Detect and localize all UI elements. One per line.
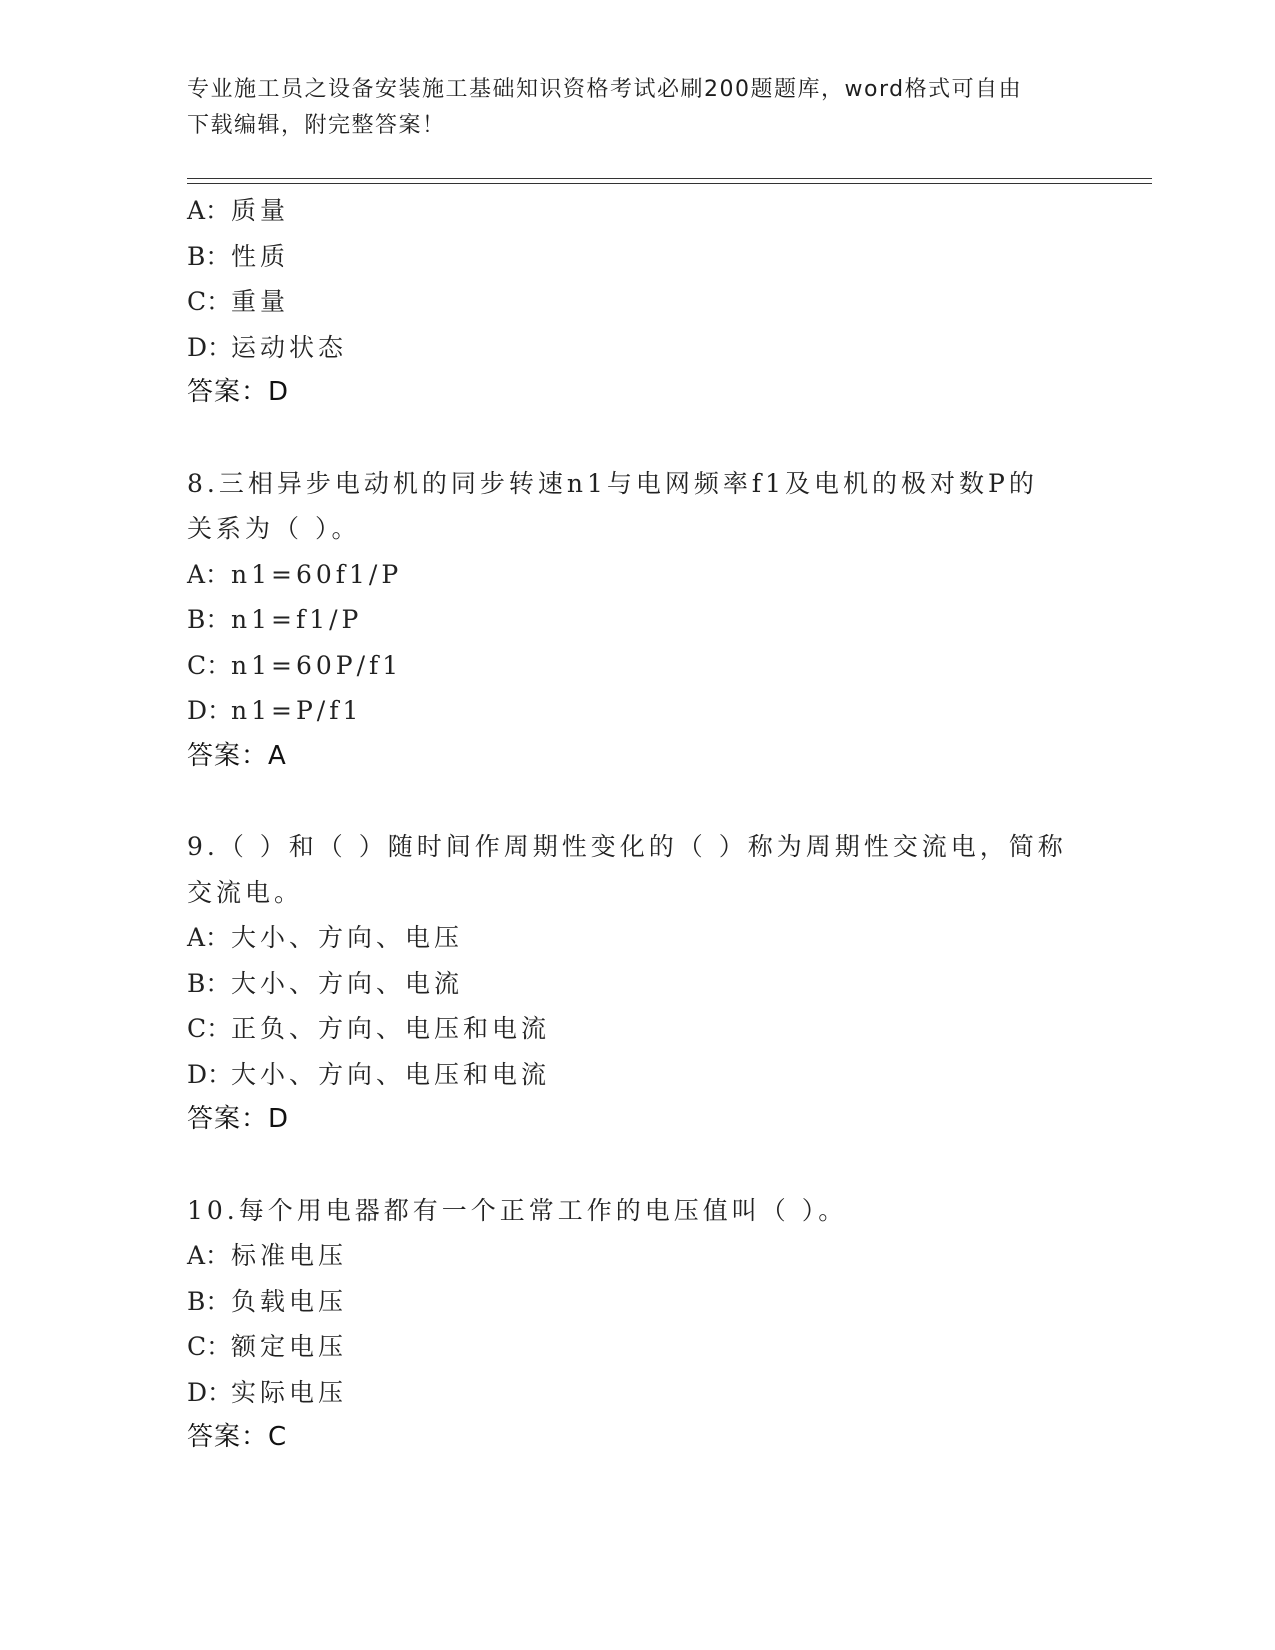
option-text: 正负、方向、电压和电流	[231, 1014, 551, 1043]
option-text: n1=60P/f1	[231, 650, 403, 680]
option-c	[187, 1006, 1087, 1052]
answer-line: 答案：C	[187, 1422, 288, 1452]
option-letter: D：	[187, 696, 233, 725]
header-line-1: 专业施工员之设备安装施工基础知识资格考试必刷200题题库，word格式可自由	[187, 77, 1023, 102]
option-letter: A：	[187, 1241, 231, 1270]
option-a	[187, 915, 1087, 961]
option-letter: D：	[187, 332, 233, 362]
answer-line: 答案：A	[187, 740, 287, 771]
spacer	[187, 416, 1087, 461]
option-text: 负载电压	[231, 1286, 348, 1316]
option-d	[187, 1370, 1087, 1416]
option-d	[187, 325, 1087, 371]
option-text: 运动状态	[231, 332, 348, 362]
question-stem: 10.每个用电器都有一个正常工作的电压值叫（ ）。	[187, 1195, 848, 1225]
question-stem: 8.三相异步电动机的同步转速n1与电网频率f1及电机的极对数P的	[187, 468, 1038, 498]
option-letter: A：	[187, 923, 231, 952]
question-stem: 9.（ ）和（ ）随时间作周期性变化的（ ）称为周期性交流电，简称	[187, 832, 1067, 861]
option-text: 性质	[231, 241, 290, 271]
document-header	[187, 72, 1067, 144]
option-letter: C：	[187, 1332, 232, 1361]
option-a	[187, 188, 1087, 234]
option-c	[187, 279, 1087, 325]
option-letter: B：	[187, 1286, 231, 1316]
option-b	[187, 597, 1087, 643]
option-letter: A：	[187, 196, 231, 225]
option-a	[187, 552, 1087, 598]
option-text: 额定电压	[231, 1332, 348, 1361]
option-d	[187, 1052, 1087, 1098]
option-text: 大小、方向、电压	[231, 923, 464, 952]
question-stem-continued: 交流电。	[187, 877, 304, 907]
option-b	[187, 1279, 1087, 1325]
option-b	[187, 234, 1087, 280]
question-block-10	[187, 1188, 1087, 1461]
option-letter: B：	[187, 605, 231, 634]
option-letter: D：	[187, 1377, 233, 1407]
option-text: 大小、方向、电压和电流	[231, 1059, 551, 1089]
header-divider-top	[187, 178, 1152, 179]
option-letter: B：	[187, 968, 231, 998]
header-divider-bottom	[187, 183, 1152, 184]
option-letter: C：	[187, 650, 232, 680]
option-b	[187, 961, 1087, 1007]
option-c	[187, 643, 1087, 689]
option-text: n1=60f1/P	[231, 559, 403, 589]
spacer	[187, 779, 1087, 824]
option-text: 质量	[231, 196, 290, 225]
spacer	[187, 1143, 1087, 1188]
option-text: n1=P/f1	[231, 696, 363, 725]
option-text: 重量	[231, 287, 290, 316]
question-list	[187, 188, 1087, 1461]
question-stem-continued: 关系为（ ）。	[187, 514, 361, 543]
question-block-8	[187, 461, 1087, 780]
option-text: 实际电压	[231, 1377, 348, 1407]
option-letter: B：	[187, 241, 231, 271]
option-a	[187, 1233, 1087, 1279]
option-letter: D：	[187, 1059, 233, 1089]
option-letter: A：	[187, 559, 231, 589]
option-c	[187, 1324, 1087, 1370]
option-text: 标准电压	[231, 1241, 348, 1270]
option-d	[187, 688, 1087, 734]
header-line-2: 下载编辑，附完整答案！	[187, 113, 446, 138]
answer-line: 答案：D	[187, 1104, 290, 1134]
option-text: n1=f1/P	[231, 605, 363, 634]
answer-line: 答案：D	[187, 377, 290, 407]
option-text: 大小、方向、电流	[231, 968, 464, 998]
option-letter: C：	[187, 1014, 232, 1043]
option-letter: C：	[187, 287, 232, 316]
question-block-9	[187, 824, 1087, 1143]
question-block-7	[187, 188, 1087, 416]
